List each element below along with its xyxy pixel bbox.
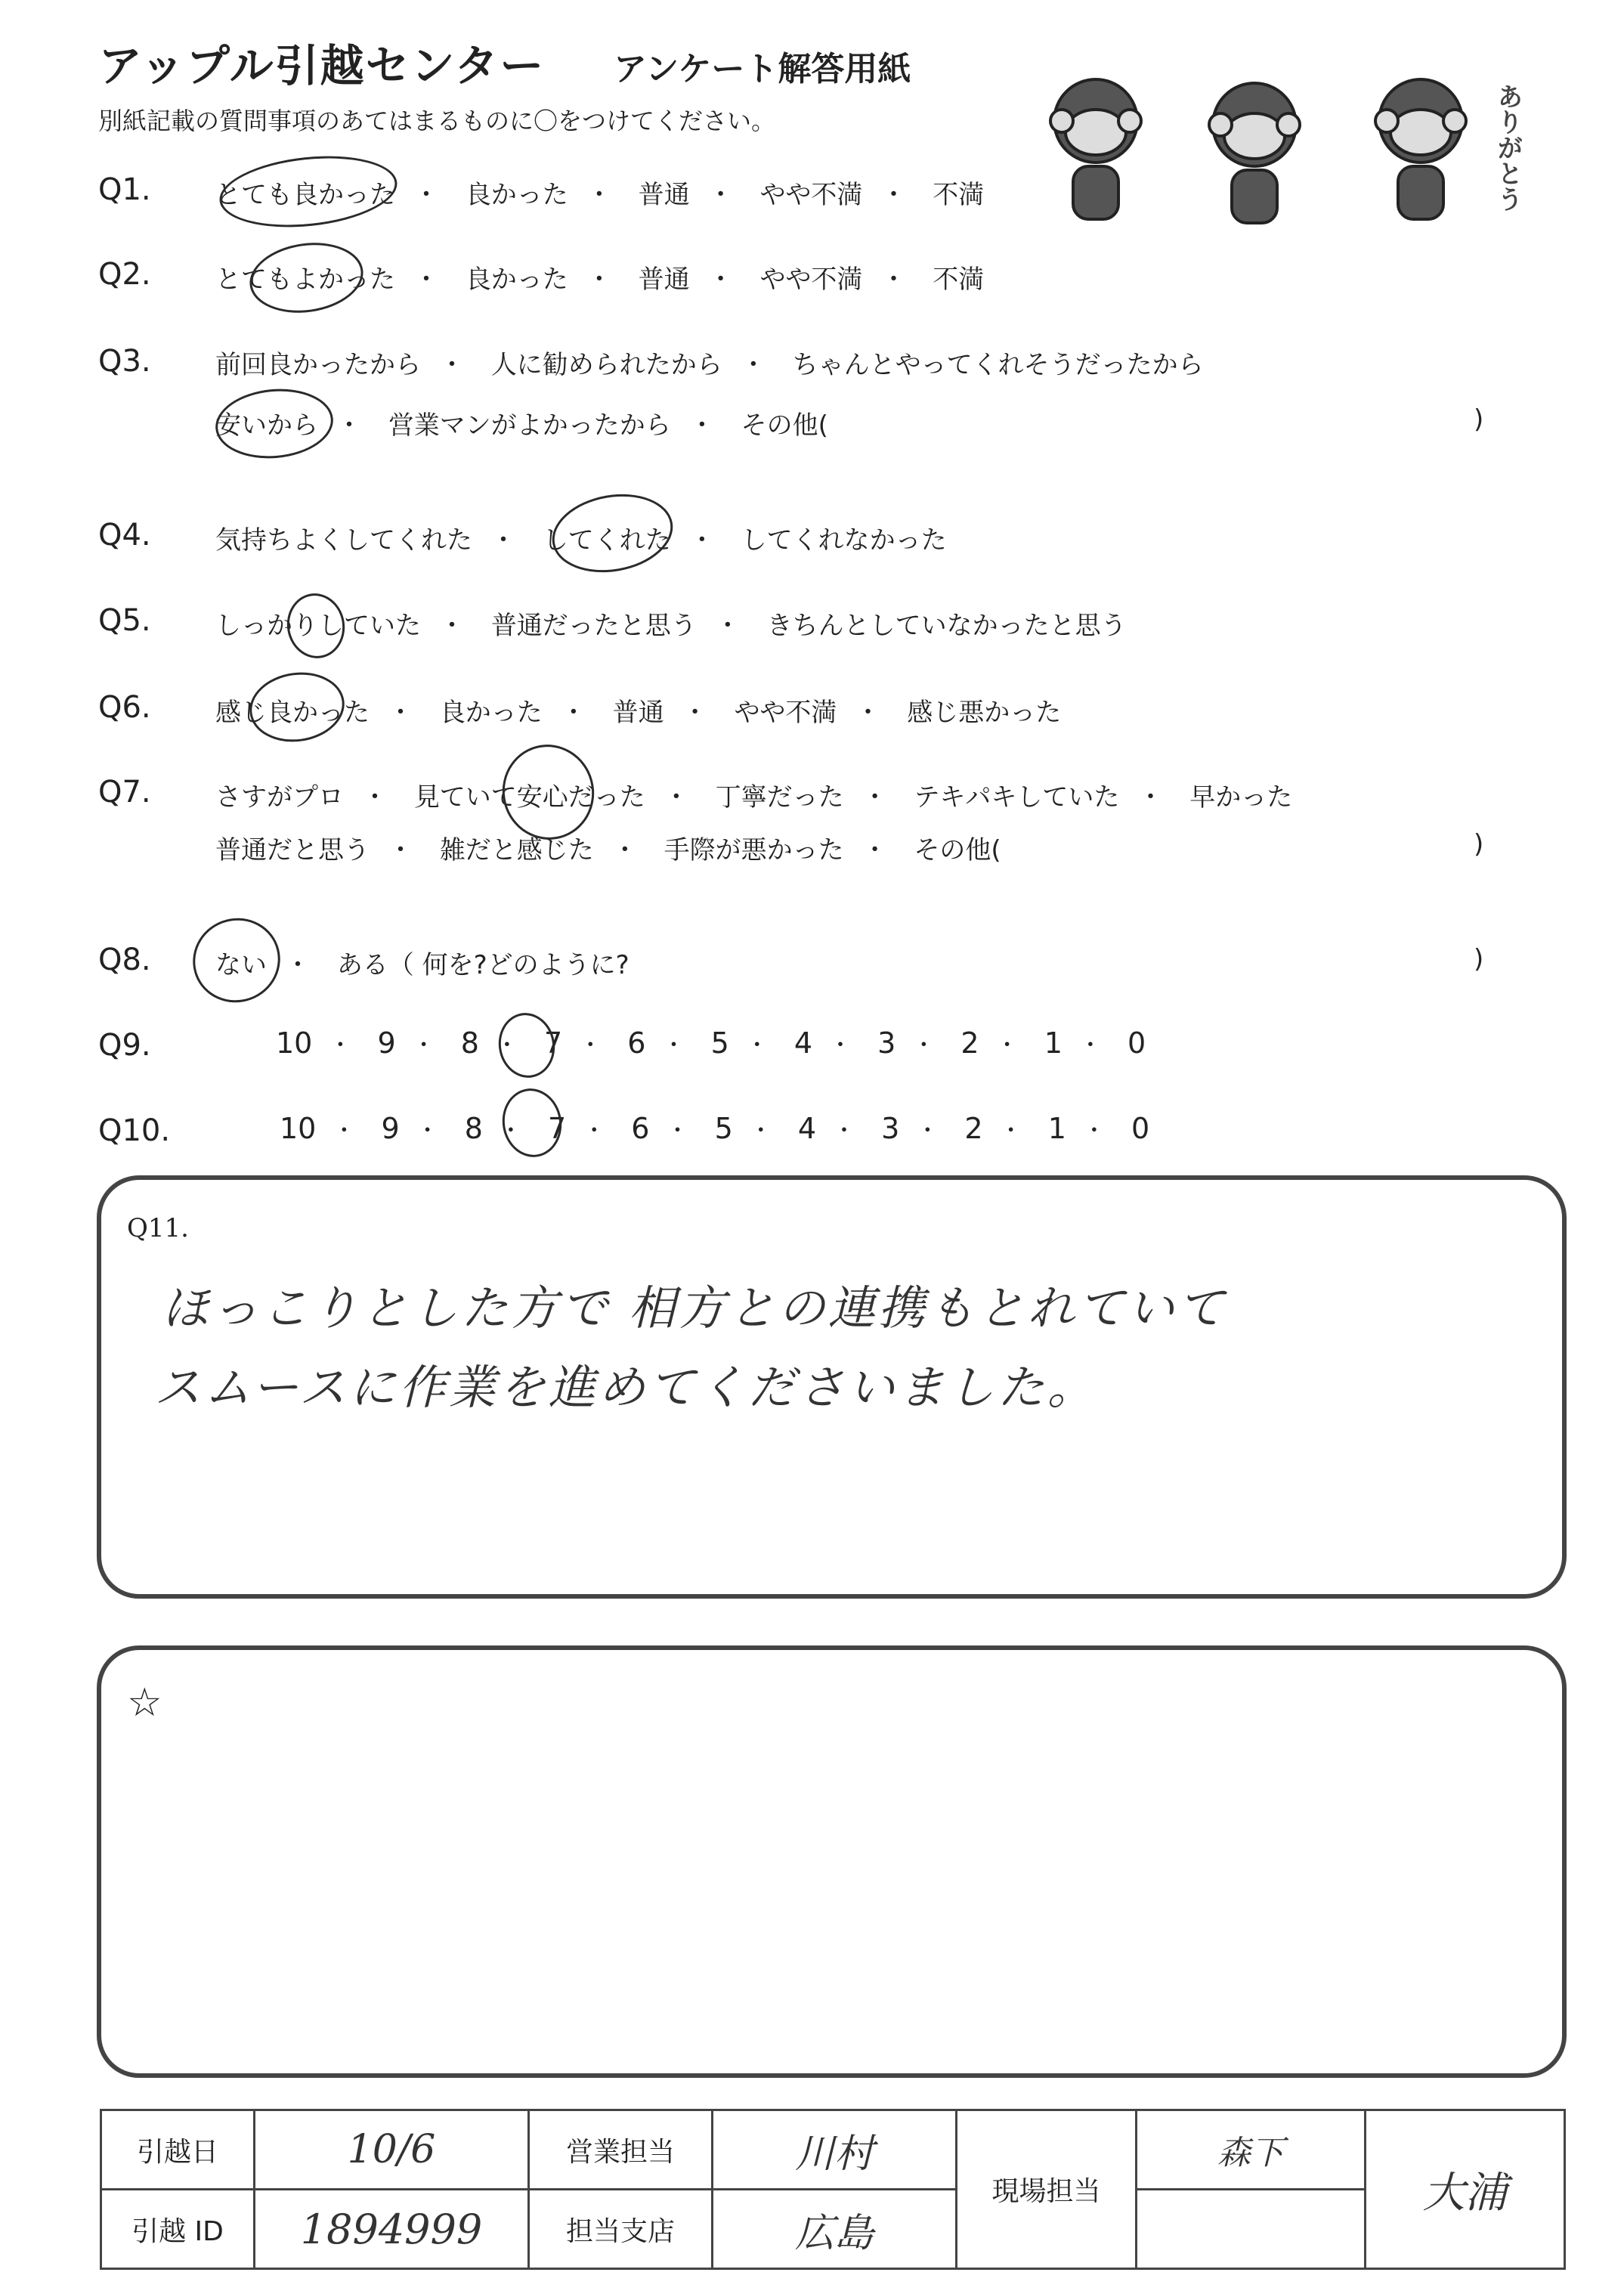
move-date-label: 引越日 bbox=[101, 2110, 255, 2190]
q2-option[interactable]: 不満 bbox=[933, 265, 985, 295]
q3-option[interactable]: その他( bbox=[741, 410, 828, 441]
q1-option[interactable]: 不満 bbox=[933, 180, 985, 210]
q10-scale: 10 ・ 9 ・ 8 ・ 7 ・ 6 ・ 5 ・ 4 ・ 3 ・ 2 ・ 1 ・ 0 bbox=[280, 1112, 1150, 1145]
move-date-value[interactable]: 10/6 bbox=[255, 2110, 529, 2190]
q9-score[interactable]: 3 bbox=[877, 1026, 896, 1060]
q9-score[interactable]: 4 bbox=[793, 1026, 813, 1060]
sales-value[interactable]: 川村 bbox=[713, 2110, 957, 2190]
q10-score[interactable]: 1 bbox=[1047, 1112, 1066, 1145]
q3-options-line1: 前回良かったから ・ 人に勧められたから ・ ちゃんとやってくれそうだったから bbox=[215, 350, 1204, 380]
q1-option[interactable]: とても良かった bbox=[215, 180, 395, 210]
q6-selection-circle bbox=[245, 667, 348, 748]
q1-selection-circle bbox=[216, 148, 401, 235]
q10-score[interactable]: 0 bbox=[1131, 1112, 1150, 1145]
q5-option[interactable]: きちんとしていなかったと思う bbox=[766, 611, 1127, 641]
q11-answer-line1: ほっこりとした方で 相方との連携もとれていて bbox=[162, 1280, 1227, 1336]
site-staff-2[interactable]: 大浦 bbox=[1366, 2110, 1565, 2269]
q3-option[interactable]: ちゃんとやってくれそうだったから bbox=[792, 350, 1204, 380]
q7-option[interactable]: その他( bbox=[914, 835, 1001, 865]
q7-option[interactable]: 普通だと思う bbox=[215, 835, 370, 865]
q8-option[interactable]: ある（ 何を?どのように? bbox=[336, 950, 629, 980]
q9-score[interactable]: 2 bbox=[960, 1026, 979, 1060]
q7-option[interactable]: 見ていて安心だった bbox=[413, 782, 645, 813]
monkey-mascot-illustration bbox=[1028, 38, 1557, 234]
extra-comment-box[interactable] bbox=[97, 1645, 1567, 2078]
q7-options-line2: 普通だと思う ・ 雑だと感じた ・ 手際が悪かった ・ その他( bbox=[215, 835, 1001, 865]
q1-label: Q1. bbox=[98, 172, 151, 207]
q8-selection-circle bbox=[181, 906, 292, 1015]
q4-option[interactable]: してくれた bbox=[542, 525, 671, 556]
q2-option[interactable]: やや不満 bbox=[759, 265, 863, 295]
q10-label: Q10. bbox=[98, 1113, 171, 1148]
branch-label: 担当支店 bbox=[529, 2190, 713, 2269]
q10-score[interactable]: 3 bbox=[881, 1112, 900, 1145]
q6-option[interactable]: 普通 bbox=[612, 698, 664, 728]
q9-selection-circle bbox=[493, 1008, 563, 1082]
q9-score[interactable]: 9 bbox=[377, 1026, 396, 1060]
move-id-label: 引越 ID bbox=[101, 2190, 255, 2269]
q6-option[interactable]: 感じ悪かった bbox=[907, 698, 1062, 728]
q2-selection-circle bbox=[245, 236, 367, 320]
q1-option[interactable]: 普通 bbox=[638, 180, 690, 210]
q10-score[interactable]: 10 bbox=[280, 1112, 317, 1145]
site-staff-1[interactable]: 森下 bbox=[1137, 2110, 1366, 2190]
q7-label: Q7. bbox=[98, 775, 151, 810]
form-title: アンケート解答用紙 bbox=[614, 50, 911, 88]
move-info-table bbox=[100, 2109, 1566, 2270]
q9-score[interactable]: 8 bbox=[460, 1026, 479, 1060]
q2-options: とてもよかった ・ 良かった ・ 普通 ・ やや不満 ・ 不満 bbox=[215, 265, 985, 295]
site-staff-blank bbox=[1137, 2190, 1366, 2269]
site-label: 現場担当 bbox=[957, 2110, 1137, 2269]
q1-options: とても良かった ・ 良かった ・ 普通 ・ やや不満 ・ 不満 bbox=[215, 180, 985, 210]
q1-option[interactable]: やや不満 bbox=[759, 180, 863, 210]
q10-score[interactable]: 8 bbox=[464, 1112, 483, 1145]
q7-option[interactable]: テキパキしていた bbox=[914, 782, 1120, 813]
branch-value[interactable]: 広島 bbox=[713, 2190, 957, 2269]
q7-option[interactable]: 雑だと感じた bbox=[439, 835, 594, 865]
mascot-caption: ありがとう bbox=[1493, 83, 1523, 212]
q9-score[interactable]: 6 bbox=[627, 1026, 646, 1060]
q9-score[interactable]: 0 bbox=[1127, 1026, 1146, 1060]
q11-answer-line2: スムースに作業を進めてくださいました。 bbox=[154, 1360, 1097, 1415]
q5-selection-circle bbox=[282, 589, 350, 663]
q7-option[interactable]: 手際が悪かった bbox=[664, 835, 844, 865]
company-name: アップル引越センター bbox=[98, 40, 546, 91]
q11-label: Q11. bbox=[127, 1213, 189, 1243]
q10-selection-circle bbox=[497, 1084, 568, 1162]
q5-option[interactable]: しっかりしていた bbox=[215, 611, 421, 641]
q2-label: Q2. bbox=[98, 257, 151, 292]
move-id-value[interactable]: 1894999 bbox=[255, 2190, 529, 2269]
q7-option[interactable]: さすがプロ bbox=[215, 782, 344, 813]
q9-scale: 10 ・ 9 ・ 8 ・ 7 ・ 6 ・ 5 ・ 4 ・ 3 ・ 2 ・ 1 ・ 0 bbox=[276, 1026, 1146, 1060]
q6-option[interactable]: やや不満 bbox=[734, 698, 837, 728]
q10-score[interactable]: 9 bbox=[381, 1112, 400, 1145]
q4-selection-circle bbox=[546, 485, 679, 581]
instruction-text: 別紙記載の質問事項のあてはまるものに〇をつけてください。 bbox=[98, 107, 776, 135]
q7-option[interactable]: 丁寧だった bbox=[715, 782, 844, 813]
q11-comment-box[interactable] bbox=[97, 1175, 1567, 1599]
q9-score[interactable]: 5 bbox=[710, 1026, 729, 1060]
q6-option[interactable]: 感じ良かった bbox=[215, 698, 370, 728]
q8-label: Q8. bbox=[98, 943, 151, 977]
q3-option[interactable]: 人に勧められたから bbox=[490, 350, 722, 380]
q9-label: Q9. bbox=[98, 1028, 151, 1063]
q9-score[interactable]: 7 bbox=[544, 1026, 563, 1060]
q10-score[interactable]: 5 bbox=[714, 1112, 733, 1145]
q4-option[interactable]: 気持ちよくしてくれた bbox=[215, 525, 472, 556]
q4-option[interactable]: してくれなかった bbox=[741, 525, 947, 556]
q7-close-paren: ) bbox=[1474, 829, 1484, 859]
q5-options: しっかりしていた ・ 普通だったと思う ・ きちんとしていなかったと思う bbox=[215, 611, 1127, 641]
q10-score[interactable]: 4 bbox=[797, 1112, 817, 1145]
q3-option[interactable]: 営業マンがよかったから bbox=[388, 410, 671, 441]
q4-options: 気持ちよくしてくれた ・ してくれた ・ してくれなかった bbox=[215, 525, 947, 556]
q10-score[interactable]: 2 bbox=[964, 1112, 983, 1145]
q5-label: Q5. bbox=[98, 603, 151, 638]
q1-option[interactable]: 良かった bbox=[465, 180, 568, 210]
q2-option[interactable]: とてもよかった bbox=[215, 265, 395, 295]
q8-close-paren: ) bbox=[1474, 944, 1484, 974]
q3-option[interactable]: 前回良かったから bbox=[215, 350, 421, 380]
sales-label: 営業担当 bbox=[529, 2110, 713, 2190]
q3-options-line2: 安いから ・ 営業マンがよかったから ・ その他( bbox=[215, 410, 828, 441]
q4-label: Q4. bbox=[98, 518, 151, 553]
q10-score[interactable]: 7 bbox=[548, 1112, 567, 1145]
q10-score[interactable]: 6 bbox=[631, 1112, 650, 1145]
q2-option[interactable]: 普通 bbox=[638, 265, 690, 295]
q8-options: ない ・ ある（ 何を?どのように? bbox=[215, 950, 629, 980]
q8-option[interactable]: ない bbox=[215, 950, 267, 980]
q6-option[interactable]: 良かった bbox=[439, 698, 543, 728]
q3-selection-circle bbox=[212, 384, 336, 463]
q6-label: Q6. bbox=[98, 690, 151, 725]
q7-option[interactable]: 早かった bbox=[1189, 782, 1293, 813]
q3-label: Q3. bbox=[98, 344, 151, 379]
q9-score[interactable]: 1 bbox=[1044, 1026, 1063, 1060]
q6-options: 感じ良かった ・ 良かった ・ 普通 ・ やや不満 ・ 感じ悪かった bbox=[215, 698, 1062, 728]
q9-score[interactable]: 10 bbox=[276, 1026, 313, 1060]
q3-option[interactable]: 安いから bbox=[215, 410, 318, 441]
q3-close-paren: ) bbox=[1474, 404, 1484, 435]
q5-option[interactable]: 普通だったと思う bbox=[490, 611, 697, 641]
q2-option[interactable]: 良かった bbox=[465, 265, 568, 295]
star-icon: ☆ bbox=[127, 1680, 162, 1726]
q7-options-line1: さすがプロ ・ 見ていて安心だった ・ 丁寧だった ・ テキパキしていた ・ 早かった bbox=[215, 782, 1293, 813]
